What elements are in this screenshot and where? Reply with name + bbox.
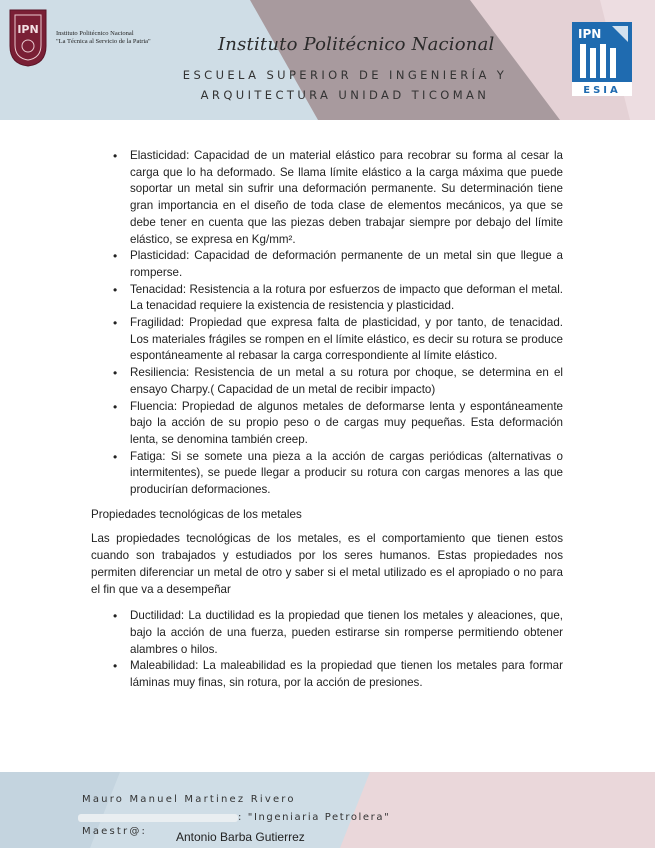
list-item: • Tenacidad: Resistencia a la rotura por esfuerzos de impacto que deforman el metal. La tenacidad requiere la existencia de resistencia y plasticidad. [91,282,563,315]
esia-logo-bottom-text: ESIA [583,85,621,96]
institution-caption-line2: "La Técnica al Servicio de la Patria" [56,38,151,45]
page-footer [0,772,655,848]
section-heading: Propiedades tecnológicas de los metales [91,507,302,521]
list-item: • Fluencia: Propiedad de algunos metales de deformarse lenta y espontáneamente bajo la acción de su propio peso o de cargas muy pequeñas. Esta deformación lenta, se denomina también creep. [91,399,563,449]
student-name: Mauro Manuel Martinez Rivero [82,794,296,805]
list-item: • Maleabilidad: La maleabilidad es la propiedad que tienen los metales para formar láminas muy finas, sin rotura, por la acción de presiones. [91,658,563,691]
header-background [0,0,655,120]
page-header [0,0,655,120]
list-item: • Ductilidad: La ductilidad es la propiedad que tienen los metales y aleaciones, que, bajo la acción de una fuerza, pueden estirarse sin romperse permitiendo obtener alambres o hilos. [91,608,563,658]
document-title: Instituto Politécnico Nacional [218,34,495,55]
career-name: : "Ingeniaria Petrolera" [238,812,391,823]
institution-caption-line1: Instituto Politécnico Nacional [56,30,134,37]
list-item: • Plasticidad: Capacidad de deformación permanente de un metal sin que llegue a romperse. [91,248,563,281]
teacher-label: Maestr@: [82,826,148,837]
document-body [91,148,563,692]
properties-list [91,148,563,499]
redacted-text [78,814,238,822]
list-item: • Fragilidad: Propiedad que expresa falta de plasticidad, y por tanto, de tenacidad. Los materiales frágiles se rompen en el límite elástico, es decir su rotura se produce espontáneamente al rebasar la carga correspondiente al límite elástico. [91,315,563,365]
ipn-seal-logo [6,6,50,68]
list-item: • Resiliencia: Resistencia de un metal a su rotura por choque, se determina en el ensayo Charpy.( Capacidad de un metal de recibir impacto) [91,365,563,398]
esia-logo-top-text: IPN [578,27,602,41]
list-item: • Elasticidad: Capacidad de un material elástico para recobrar su forma al cesar la carga que lo ha deformado. Se llama límite elástico a la carga máxima que puede soportar un metal sin sufrir una deformación permanente. Su determinación tiene gran importancia en el diseño de toda clase de elementos mecánicos, ya que se debe tener en cuenta que las piezas deben trabajar siempre por debajo del límite elástico, se expresa en Kg/mm². [91,148,563,248]
technological-properties-list [91,608,563,692]
school-name-line1: ESCUELA SUPERIOR DE INGENIERÍA Y [182,68,508,82]
seal-lettering: IPN [17,23,39,36]
teacher-name: Antonio Barba Gutierrez [176,830,305,844]
list-item: • Fatiga: Si se somete una pieza a la acción de cargas periódicas (alternativas o intermitentes), se puede llegar a producir su rotura con cargas menores a las que producirían deformaciones. [91,449,563,499]
esia-logo [572,22,632,96]
section-paragraph: Las propiedades tecnológicas de los metales, es el comportamiento que tienen estos cuando son trabajados y estudiados por los seres humanos. Estas propiedades nos permiten diferenciar un metal de otro y saber si el metal utilizado es el apropiado o no para el fin que va a desempeñar [91,532,563,596]
institution-caption [56,30,151,46]
school-name-line2: ARQUITECTURA UNIDAD TICOMAN [200,88,490,102]
